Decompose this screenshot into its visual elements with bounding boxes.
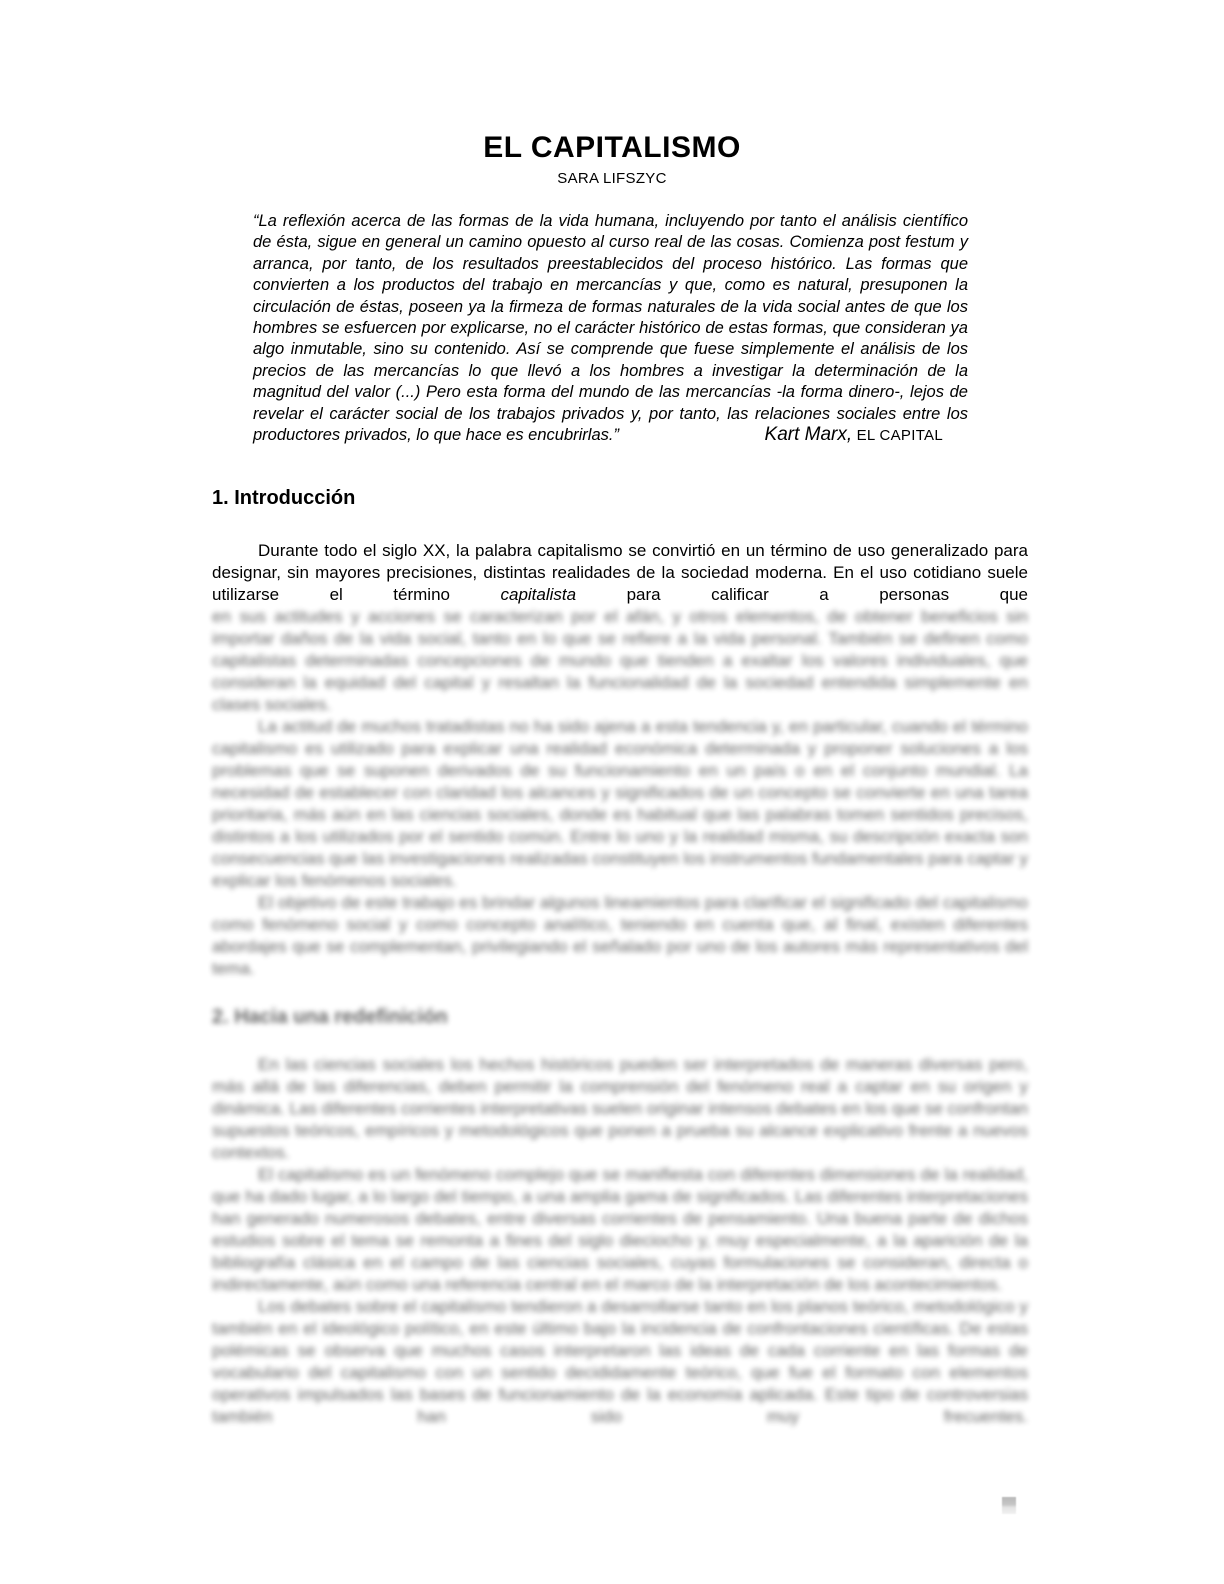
document-page	[212, 0, 1028, 1584]
intro-text-before: Durante todo el siglo XX, la palabra capitalismo se convirtió en un término de uso generalizado para designar, sin mayores precisiones, distintas realidades de la sociedad moderna. En el uso cotidiano suele utilizarse el término	[212, 541, 1028, 604]
blurred-paragraph-4: En las ciencias sociales los hechos históricos pueden ser interpretados de maneras diversas pero, más allá de las diferencias, deben permitir la comprensión del fenómeno real a captar en su origen y dinámica. Las diferentes corrientes interpretativas suelen originar intensos debates en los que se confrontan supuestos teóricos, empíricos y metodológicos que ponen a prueba su alcance explicativo frente a nuevos contextos.	[212, 1055, 1028, 1162]
intro-term-capitalista: capitalista	[500, 585, 577, 604]
epigraph-attribution	[253, 424, 943, 446]
blurred-paragraph-continuation: en sus actitudes y acciones se caracterizan por el afán, y otros elementos, de obtener beneficios sin importar daños de la vida social, tanto en lo que se refiere a la vida personal. También se definen como capitalistas determinadas concepciones de mundo que tienden a exaltar los valores individuales, que consideran la equidad del capital y resaltan la funcionalidad de la sociedad entendida simplemente en clases sociales.	[212, 607, 1028, 714]
blurred-paragraph-2: La actitud de muchos tratadistas no ha sido ajena a esta tendencia y, en particular, cuando el término capitalismo es utilizado para explicar una realidad económica determinada y proponer soluciones a los problemas que se suponen derivados de su funcionamiento en un país o en el conjunto mundial. La necesidad de establecer con claridad los alcances y significados de un concepto se convierte en una tarea prioritaria, más aún en las ciencias sociales, donde es habitual que las palabras tomen sentidos precisos, distintos a los utilizados por el sentido común. Entre lo uno y la realidad misma, su descripción exacta son consecuencias que las investigaciones realizadas constituyen los instrumentos fundamentales para captar y explicar los fenómenos sociales.	[212, 717, 1028, 890]
blurred-paragraph-3: El objetivo de este trabajo es brindar algunos lineamientos para clarificar el significado del capitalismo como fenómeno social y como concepto analítico, teniendo en cuenta que, al final, existen diferentes abordajes que se complementan, privilegiando el señalado por uno de los autores más representativos del tema.	[212, 893, 1028, 978]
page-title: EL CAPITALISMO	[483, 131, 741, 164]
blurred-paragraph-5: El capitalismo es un fenómeno complejo que se manifiesta con diferentes dimensiones de la realidad, que ha dado lugar, a lo largo del tiempo, a una amplia gama de significados. Las diferentes interpretaciones han generado numerosos debates, entre diversas corrientes de pensamiento. Una buena parte de dichos estudios sobre el tema se remonta a fines del siglo dieciocho y, muy especialmente, a la aparición de la bibliografía clásica en el campo de las ciencias sociales, cuyas formulaciones se consideran, directa o indirectamente, aún como una referencia central en el marco de la interpretación de los acontecimientos.	[212, 1165, 1028, 1294]
section-1-heading: 1. Introducción	[212, 487, 356, 509]
epigraph-quote: “La reflexión acerca de las formas de la vida humana, incluyendo por tanto el análisis científico de ésta, sigue en general un camino opuesto al curso real de las cosas. Comienza post festum y arranca, por tanto, de los resultados preestablecidos del proceso histórico. Las formas que convierten a los productos del trabajo en mercancías y que, como es natural, presuponen la circulación de éstas, poseen ya la firmeza de formas naturales de la vida social antes de que los hombres se esfuercen por explicarse, no el carácter histórico de estas formas, que consideran ya algo inmutable, sino su contenido. Así se comprende que fuese simplemente el análisis de los precios de las mercancías lo que llevó a los hombres a investigar la determinación de la magnitud del valor (...) Pero esta forma del mundo de las mercancías -la forma dinero-, lejos de revelar el carácter social de los trabajos privados y, por tanto, las relaciones sociales entre los productores privados, lo que hace es encubrirlas.”	[253, 212, 968, 445]
attribution-work: EL CAPITAL	[852, 427, 943, 444]
intro-text-after: para calificar a personas que	[576, 585, 1028, 604]
section-1-body	[212, 540, 1028, 980]
section-2-heading-blurred: 2. Hacia una redefinición	[212, 1006, 448, 1028]
section-2-body	[212, 1054, 1028, 1428]
blurred-paragraph-6: Los debates sobre el capitalismo tendieron a desarrollarse tanto en los planos teórico, metodológico y también en el ideológico político, en este último bajo la incidencia de confrontaciones científicas. De estas polémicas se observa que muchos casos interpretaron las ideas de cada corriente en las formas de vocabulario del capitalismo con un sentido decididamente teórico, que fue el formato con elementos operativos impulsados las bases de funcionamiento de la economía aplicada. Este tipo de controversias también han sido muy frecuentes.	[212, 1297, 1028, 1426]
page-number-blurred	[1002, 1497, 1016, 1514]
author-name: SARA LIFSZYC	[557, 170, 667, 187]
intro-paragraph	[212, 540, 1028, 606]
attribution-author: Kart Marx,	[764, 424, 853, 445]
